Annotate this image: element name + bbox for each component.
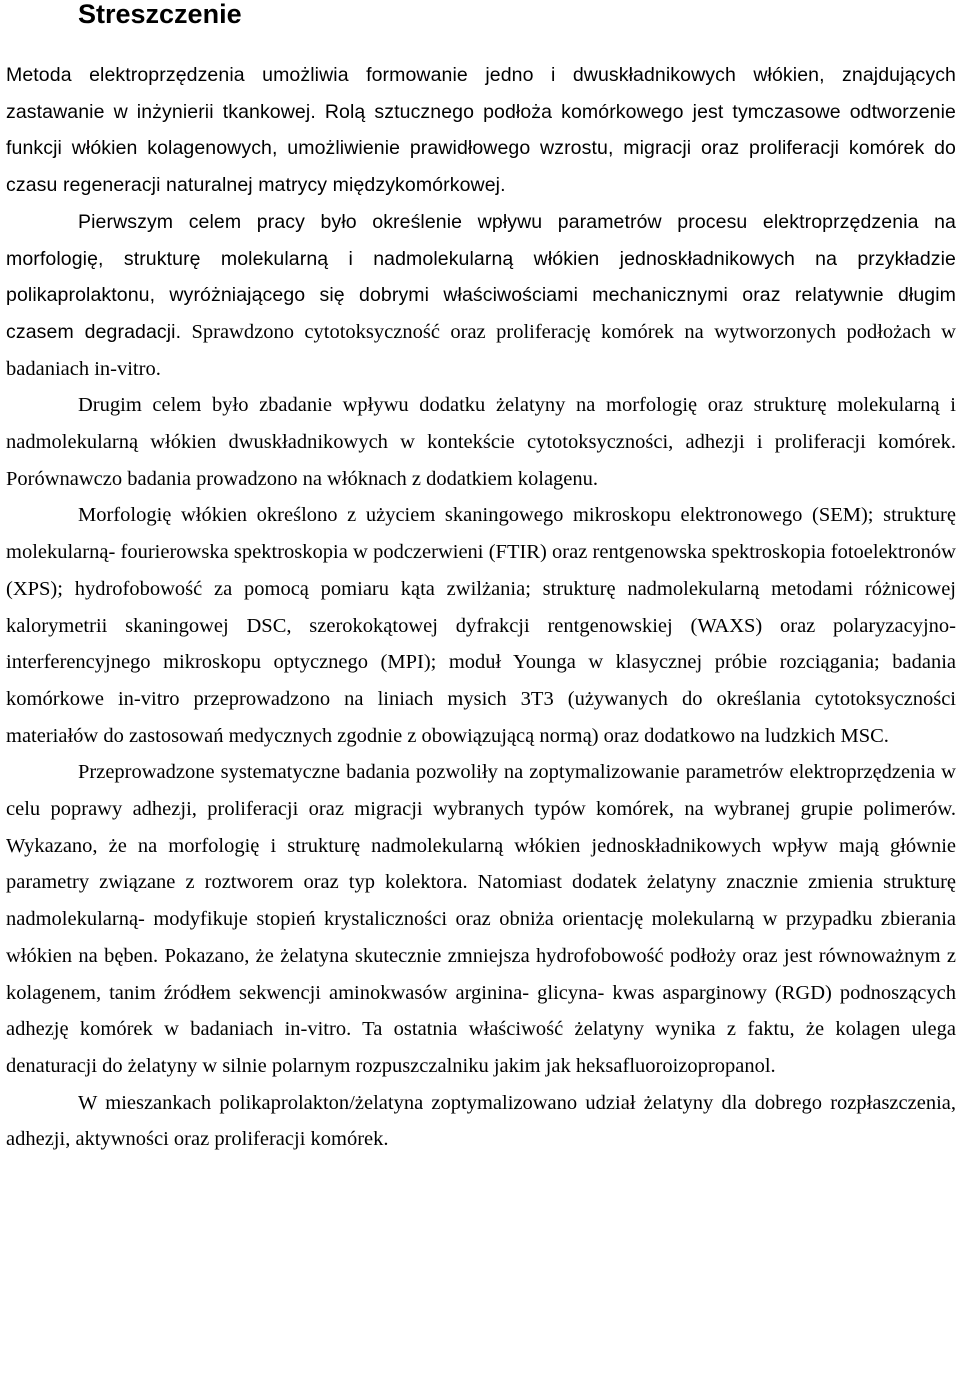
paragraph-second-aim: Drugim celem było zbadanie wpływu dodatku żelatyny na morfologię oraz strukturę molekularną i nadmolekularną włókien dwuskładnikowych w kontekście cytotoksyczności, adhezji i proliferacji komórek. Porównawczo badania prowadzono na włóknach z dodatkiem kolagenu. [6, 394, 956, 490]
paragraph-conclusion: W mieszankach polikaprolakton/żelatyna zoptymalizowano udział żelatyny dla dobrego rozpłaszczenia, adhezji, aktywności oraz proliferacji komórek. [6, 1091, 956, 1151]
paragraph-cytotoxicity: Sprawdzono cytotoksyczność oraz proliferację komórek na wytworzonych podłożach w badaniach in-vitro. [6, 320, 956, 380]
paragraph-first-aim-block [6, 204, 956, 388]
paragraph-intro: Metoda elektroprzędzenia umożliwia formowanie jedno i dwuskładnikowych włókien, znajdujących zastawanie w inżynierii tkankowej. Rolą sztucznego podłoża komórkowego jest tymczasowe odtworzenie funkcji włókien kolagenowych, umożliwienie prawidłowego wzrostu, migracji oraz proliferacji komórek do czasu regeneracji naturalnej matrycy międzykomórkowej. [6, 64, 956, 197]
paragraph-first-aim: Pierwszym celem pracy było określenie wpływu parametrów procesu elektroprzędzenia na morfologię, strukturę molekularną i nadmolekularną włókien jednoskładnikowych na przykładzie polikaprolaktonu, wyróżniającego się dobrymi właściwościami mechanicznymi oraz relatywnie długim czasem degradacji. [6, 210, 956, 343]
paragraph-methods: Morfologię włókien określono z użyciem skaningowego mikroskopu elektronowego (SEM); strukturę molekularną- fourierowska spektroskopia w podczerwieni (FTIR) oraz rentgenowska spektroskopia fotoelektronów (XPS); hydrofobowość za pomocą pomiaru kąta zwilżania; strukturę nadmolekularną metodami różnicowej kalorymetrii skaningowej DSC, szerokokątowej dyfrakcji rentgenowskiej (WAXS) oraz polaryzacyjno-interferencyjnego mikroskopu optycznego (MPI); moduł Younga w klasycznej próbie rozciągania; badania komórkowe in-vitro przeprowadzono na liniach mysich 3T3 (używanych do określania cytotoksyczności materiałów do zastosowań medycznych zgodnie z obowiązującą normą) oraz dodatkowo na ludzkich MSC. [6, 504, 956, 747]
paragraph-results: Przeprowadzone systematyczne badania pozwoliły na zoptymalizowanie parametrów elektroprzędzenia w celu poprawy adhezji, proliferacji oraz migracji wybranych typów komórek, na wybranej grupie polimerów. Wykazano, że na morfologię i strukturę nadmolekularną włókien jednoskładnikowych wpływ mają głównie parametry związane z roztworem oraz typ kolektora. Natomiast dodatek żelatyny znacznie zmienia strukturę nadmolekularną- modyfikuje stopień krystaliczności oraz obniża orientację molekularną w przypadku zbierania włókien na bęben. Pokazano, że żelatyna skutecznie zmniejsza hydrofobowość podłoży oraz jest równoważnym z kolagenem, tanim źródłem sekwencji aminokwasów arginina- glicyna- kwas asparginowy (RGD) podnoszących adhezję komórek w badaniach in-vitro. Ta ostatnia właściwość żelatyny wynika z faktu, że kolagen ulega denaturacji do żelatyny w silnie polarnym rozpuszczalniku jakim jak heksafluoroizopropanol. [6, 761, 956, 1077]
document-body [6, 57, 956, 1158]
page-title: Streszczenie [78, 0, 242, 29]
